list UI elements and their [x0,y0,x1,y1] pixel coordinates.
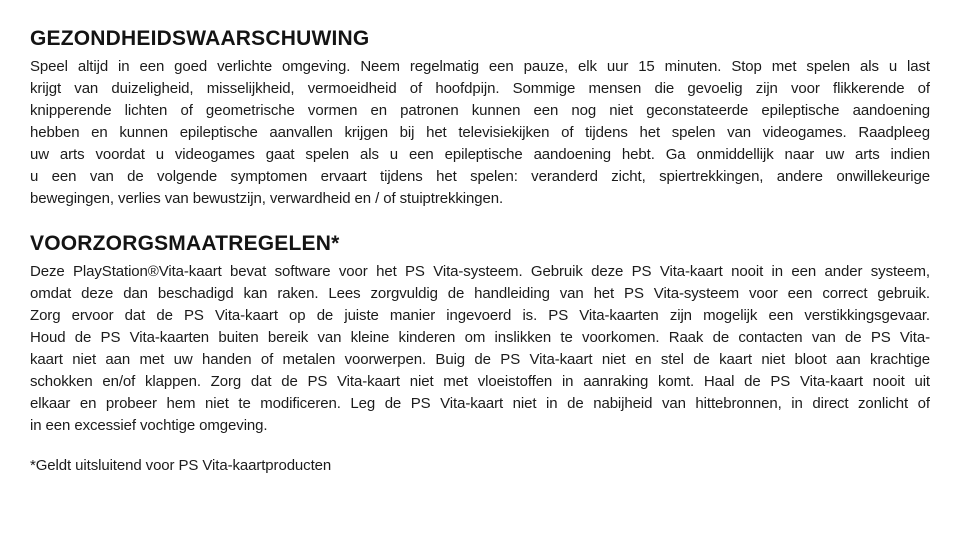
text-line: u een van de volgende symptomen ervaart tijdens het spelen: veranderd zicht, spiertrekkingen, andere onwillekeurige [30,168,930,185]
text-line: kaart niet aan met uw handen of metalen voorwerpen. Buig de PS Vita-kaart niet en stel de kaart niet bloot aan krachtige [30,351,930,368]
precautions-section [30,232,930,437]
text-line: Houd de PS Vita-kaarten buiten bereik van kleine kinderen om inslikken te voorkomen. Raak de contacten van de PS Vita- [30,329,930,346]
health-warning-heading: GEZONDHEIDSWAARSCHUWING [30,27,370,50]
text-line: elkaar en probeer hem niet te modificeren. Leg de PS Vita-kaart niet in de nabijheid van hittebronnen, in direct zonlicht of [30,395,930,412]
text-line: bewegingen, verlies van bewustzijn, verwardheid en / of stuiptrekkingen. [30,190,504,207]
text-line: schokken en/of klappen. Zorg dat de PS Vita-kaart niet met vloeistoffen in aanraking komt. Haal de PS Vita-kaart nooit uit [30,373,930,390]
text-line: Speel altijd in een goed verlichte omgeving. Neem regelmatig een pauze, elk uur 15 minuten. Stop met spelen als u last [30,58,930,75]
text-line: uw arts voordat u videogames gaat spelen als u een epileptische aandoening hebt. Ga onmiddellijk naar uw arts indien [30,146,930,163]
precautions-body [30,261,930,437]
text-line: in een excessief vochtige omgeving. [30,417,268,434]
text-line: knipperende lichten of geometrische vormen en patronen kunnen een nog niet geconstateerde epileptische aandoening [30,102,930,119]
text-line: Zorg ervoor dat de PS Vita-kaart op de juiste manier ingevoerd is. PS Vita-kaarten zijn mogelijk een verstikkingsgevaar. [30,307,930,324]
health-warning-section [30,27,930,210]
precautions-heading: VOORZORGSMAATREGELEN* [30,232,340,255]
text-line: Deze PlayStation®Vita-kaart bevat software voor het PS Vita-systeem. Gebruik deze PS Vita-kaart nooit in een ander systeem, [30,263,930,280]
text-line: omdat deze dan beschadigd kan raken. Lees zorgvuldig de handleiding van het PS Vita-systeem voor een correct gebruik. [30,285,930,302]
health-warning-body [30,56,930,210]
text-line: krijgt van duizeligheid, misselijkheid, vermoeidheid of hoofdpijn. Sommige mensen die gevoelig zijn voor flikkerende of [30,80,930,97]
text-line: hebben en kunnen epileptische aanvallen krijgen bij het televisiekijken of tijdens het spelen van videogames. Raadpleeg [30,124,930,141]
footnote: *Geldt uitsluitend voor PS Vita-kaartproducten [30,457,332,474]
